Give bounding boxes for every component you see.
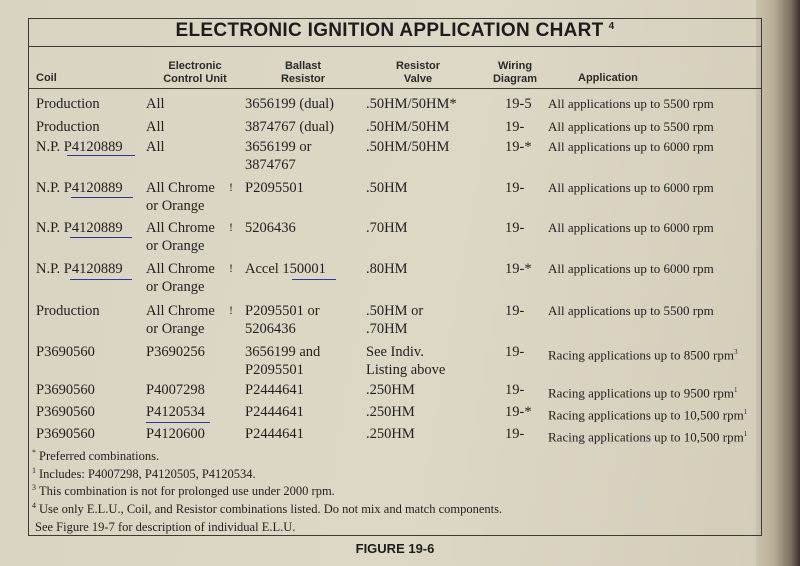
valve-cell-line: Listing above [366, 362, 446, 378]
application-text: Racing applications up to 10,500 rpm [548, 429, 744, 445]
ballast-cell-line: P2444641 [245, 404, 304, 420]
valve-cell [366, 302, 423, 338]
wiring-cell: 19-* [505, 139, 532, 155]
wiring-cell: 19- [505, 344, 525, 360]
coil-cell: N.P. P4120889 [36, 220, 123, 236]
application-cell [548, 343, 737, 364]
valve-cell-line: .250HM [366, 404, 415, 420]
valve-cell [366, 95, 457, 113]
header-application: Application [578, 72, 638, 84]
footnote-text: Includes: P4007298, P4120505, P4120534. [39, 466, 256, 481]
valve-cell-line: .80HM [366, 261, 408, 277]
header-valve: Resistor Valve [395, 60, 441, 85]
tick-mark: ! [229, 220, 233, 234]
valve-cell-line: .50HM/50HM [366, 119, 450, 135]
ballast-cell-line: Accel 150001 [245, 261, 326, 277]
ballast-cell [245, 343, 320, 379]
application-cell [548, 403, 747, 424]
header-rule [28, 88, 762, 89]
application-text: Racing applications up to 10,500 rpm [548, 407, 744, 423]
application-cell [548, 381, 737, 402]
coil-cell: N.P. P4120889 [36, 139, 123, 155]
application-note-mark: 3 [733, 348, 738, 356]
footnotes [32, 446, 502, 534]
valve-cell [366, 425, 415, 443]
valve-cell-line: .50HM [366, 180, 408, 196]
footnote-mark: 4 [32, 500, 36, 510]
ballast-cell [245, 179, 304, 197]
ballast-cell-line: 3656199 and [245, 344, 321, 360]
application-cell: All applications up to 6000 rpm [548, 220, 714, 235]
coil-cell: N.P. P4120889 [36, 261, 123, 277]
application-note-mark: 1 [743, 430, 748, 438]
application-note-mark: 1 [733, 386, 738, 394]
ballast-cell-line: P2095501 [245, 180, 304, 196]
wiring-cell: 19- [505, 220, 525, 236]
ecu-cell-line: P4007298 [146, 382, 205, 398]
ecu-cell [146, 219, 215, 255]
ecu-cell-line: All [146, 96, 165, 112]
wiring-cell: 19- [505, 119, 525, 135]
wiring-cell: 19- [505, 382, 525, 398]
footnote-text: See Figure 19-7 for description of individual E.L.U. [35, 519, 296, 534]
tick-mark: ! [229, 261, 233, 275]
ballast-cell-line: P2444641 [245, 382, 304, 398]
ecu-cell [146, 260, 215, 296]
ballast-cell-line: 5206436 [245, 321, 296, 337]
ballast-cell-line: 5206436 [245, 220, 296, 236]
footnote-mark: 1 [32, 465, 36, 475]
valve-cell [366, 381, 415, 399]
ecu-cell-line: All Chrome [146, 261, 215, 277]
coil-cell: Production [36, 96, 100, 112]
table-row [0, 302, 790, 342]
pen-underline [71, 197, 133, 198]
ecu-cell-line: or Orange [146, 321, 205, 337]
table-row [0, 219, 790, 259]
valve-cell [366, 219, 408, 237]
ballast-cell [245, 381, 304, 399]
wiring-cell: 19- [505, 426, 525, 442]
header-ecu: Electronic Control Unit [163, 60, 227, 85]
wiring-cell: 19-* [505, 404, 532, 420]
title-rule [28, 46, 762, 47]
footnote [32, 464, 502, 482]
pen-underline [70, 237, 132, 238]
ecu-cell-line: P3690256 [146, 344, 205, 360]
header-ballast: Ballast Resistor [280, 60, 326, 85]
valve-cell-line: .50HM/50HM* [366, 96, 457, 112]
ecu-cell-line: or Orange [146, 238, 205, 254]
valve-cell-line: .70HM [366, 220, 408, 236]
pen-underline [146, 422, 210, 423]
ecu-cell [146, 381, 205, 399]
coil-cell: P3690560 [36, 404, 95, 420]
valve-cell [366, 138, 449, 156]
ecu-cell-line: P4120600 [146, 426, 205, 442]
valve-cell [366, 403, 415, 421]
ecu-cell-line: All Chrome [146, 220, 215, 236]
application-cell [548, 425, 747, 446]
ballast-cell-line: 3656199 (dual) [245, 96, 334, 112]
coil-cell: Production [36, 119, 100, 135]
ecu-cell [146, 302, 215, 338]
tick-mark: ! [229, 303, 233, 317]
valve-cell-line: .250HM [366, 426, 415, 442]
coil-cell: P3690560 [36, 426, 95, 442]
table-row [0, 138, 790, 178]
ecu-cell [146, 403, 205, 421]
valve-cell-line: .50HM/50HM [366, 139, 450, 155]
ecu-cell-line: or Orange [146, 279, 205, 295]
application-cell: All applications up to 6000 rpm [548, 180, 714, 195]
ballast-cell [245, 95, 334, 113]
chart-title [0, 20, 790, 42]
ecu-cell-line: All [146, 139, 165, 155]
footnote-mark: 3 [32, 483, 36, 493]
application-cell: All applications up to 5500 rpm [548, 119, 714, 134]
valve-cell-line: .250HM [366, 382, 415, 398]
header-coil: Coil [36, 72, 57, 84]
table-row [0, 260, 790, 300]
application-cell: All applications up to 6000 rpm [548, 261, 714, 276]
figure-label: FIGURE 19-6 [355, 541, 435, 556]
ecu-cell [146, 95, 165, 113]
wiring-cell: 19-5 [505, 96, 532, 112]
footnote-text: This combination is not for prolonged use under 2000 rpm. [39, 484, 335, 499]
valve-cell [366, 118, 449, 136]
ecu-cell-line: All Chrome [146, 303, 215, 319]
ballast-cell [245, 118, 334, 136]
ballast-cell [245, 138, 311, 174]
application-cell: All applications up to 6000 rpm [548, 139, 714, 154]
application-cell: All applications up to 5500 rpm [548, 303, 714, 318]
ballast-cell-line: P2095501 or [245, 303, 320, 319]
ballast-cell-line: 3874767 [245, 157, 296, 173]
valve-cell-line: .50HM or [366, 303, 424, 319]
valve-cell [366, 179, 408, 197]
coil-cell: P3690560 [36, 382, 95, 398]
ballast-cell [245, 403, 304, 421]
ecu-cell [146, 179, 215, 215]
chart-title-text: ELECTRONIC IGNITION APPLICATION CHART [175, 20, 604, 41]
wiring-cell: 19-* [505, 261, 532, 277]
footnote [32, 446, 502, 464]
footnote [32, 481, 502, 499]
ecu-cell [146, 118, 165, 136]
valve-cell [366, 260, 408, 278]
footnote [32, 517, 502, 535]
ecu-cell-line: All Chrome [146, 180, 215, 196]
pen-underline [67, 155, 135, 156]
coil-cell: N.P. P4120889 [36, 180, 123, 196]
coil-cell: Production [36, 303, 100, 319]
footnote-text: Use only E.L.U., Coil, and Resistor combinations listed. Do not mix and match components. [39, 502, 503, 517]
footnote [32, 499, 502, 517]
ballast-cell-line: 3874767 (dual) [245, 119, 334, 135]
ballast-cell-line: P2095501 [245, 362, 304, 378]
ecu-cell [146, 343, 205, 361]
ballast-cell [245, 219, 296, 237]
tick-mark: ! [229, 180, 233, 194]
wiring-cell: 19- [505, 303, 525, 319]
table-row [0, 179, 790, 219]
pen-underline [292, 279, 336, 280]
wiring-cell: 19- [505, 180, 525, 196]
application-cell: All applications up to 5500 rpm [548, 96, 714, 111]
header-wiring: Wiring Diagram [492, 60, 538, 85]
ecu-cell-line: P4120534 [146, 404, 205, 420]
application-note-mark: 1 [743, 408, 748, 416]
title-note-mark: 4 [608, 20, 615, 32]
ecu-cell [146, 138, 165, 156]
footnote-text: Preferred combinations. [39, 449, 160, 464]
coil-cell: P3690560 [36, 344, 95, 360]
valve-cell [366, 343, 445, 379]
ballast-cell [245, 425, 304, 443]
ecu-cell-line: or Orange [146, 198, 205, 214]
ballast-cell [245, 260, 326, 278]
application-text: Racing applications up to 8500 rpm [548, 347, 734, 363]
valve-cell-line: .70HM [366, 321, 408, 337]
valve-cell-line: See Indiv. [366, 344, 424, 360]
ecu-cell-line: All [146, 119, 165, 135]
footnote-mark: * [32, 448, 36, 457]
ballast-cell-line: 3656199 or [245, 139, 312, 155]
pen-underline [70, 279, 132, 280]
application-text: Racing applications up to 9500 rpm [548, 385, 734, 401]
ballast-cell [245, 302, 320, 338]
ecu-cell [146, 425, 205, 443]
ballast-cell-line: P2444641 [245, 426, 304, 442]
table-row [0, 343, 790, 383]
